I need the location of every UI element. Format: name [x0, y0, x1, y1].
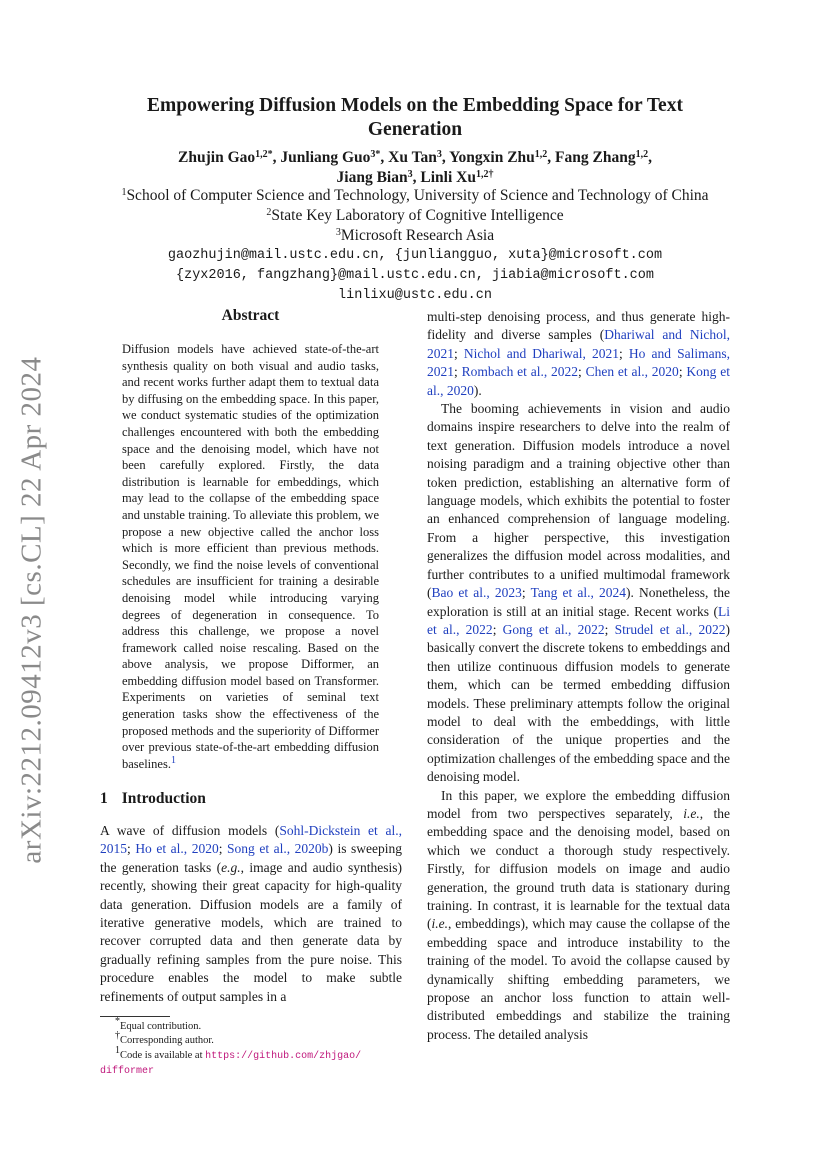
arxiv-stamp-text: arXiv:2212.09412v3 [cs.CL] 22 Apr 2024	[15, 356, 48, 864]
text-run: , image and audio synthesis) recently, showing their great capacity for high-quality data generation. Diffusion models are a family of iterative generative models, which are trained to recover corrupted data and then generate data by gradually refining samples from the pure noise. This procedure enables the model to make subtle refinements of output samples in a	[100, 859, 402, 1004]
affiliation-list	[100, 186, 730, 246]
author-sup: 1,2†	[475, 169, 494, 180]
citation-link[interactable]: Nichol and Dhariwal, 2021	[463, 345, 620, 361]
footnote	[100, 1016, 402, 1034]
affiliation-text: State Key Laboratory of Cognitive Intelligence	[271, 207, 564, 224]
text-run: ) is sweeping the generation tasks (	[100, 841, 402, 875]
text-run: ).	[473, 382, 482, 398]
intro-right-column	[427, 308, 730, 1044]
author: Jiang Bian	[336, 169, 408, 186]
footnote-text: Code is available at	[120, 1049, 206, 1061]
author-list: Zhujin Gao$^{1,2*}$, Junliang Guo$^{3*}$, Xu Tan$^3$, Yongxin Zhu$^{1,2}$, Fang Zhang$^{1,2}$, Jiang Bian$^3$, Linli $Xu^{1,2\dagger}$	[178, 149, 652, 186]
abstract-body	[122, 341, 379, 772]
section-heading	[100, 790, 206, 808]
citation-link[interactable]: Ho and Salimans, 2021	[427, 345, 730, 380]
author-sup: 3	[436, 149, 442, 160]
italic-run: e.g.	[221, 859, 241, 875]
email-list	[100, 246, 730, 306]
citation-link[interactable]: Rombach et al., 2022	[461, 364, 579, 380]
citation-link[interactable]: Dhariwal and Nichol, 2021	[427, 327, 730, 361]
text-run: multi-step denoising process, and thus generate high-fidelity and diverse samples (	[427, 309, 730, 343]
text-run: ;	[678, 364, 687, 380]
citation-link[interactable]: Strudel et al., 2022	[614, 621, 726, 637]
paragraph	[427, 400, 730, 787]
paper-title: Empowering Diffusion Models on the Embedding Space for Text Generation	[147, 95, 683, 140]
author-sup: 1,2*	[255, 149, 273, 160]
text-run: In this paper, we explore the embedding diffusion model from two perspectives separately,	[427, 787, 730, 821]
citation-link[interactable]: Li et al., 2022	[427, 603, 730, 637]
code-url-link[interactable]: difformer	[100, 1066, 155, 1078]
text-run: ;	[454, 345, 464, 361]
author: Fang Zhang	[555, 149, 636, 166]
affiliation-sup: 2	[266, 207, 272, 218]
footnotes	[100, 1016, 402, 1080]
citation-link[interactable]: Sohl-Dickstein et al., 2015	[100, 823, 402, 857]
footnote	[100, 1044, 402, 1064]
footnote-ref[interactable]: 1	[170, 754, 176, 766]
author: Xu Tan	[388, 149, 437, 166]
footnote-text: Corresponding author.	[120, 1035, 214, 1047]
text-run: ). Nonetheless, the exploration is still at an initial stage. Recent works (	[427, 585, 731, 619]
email-line: gaozhujin@mail.ustc.edu.cn, {junliangguo, xuta}@microsoft.com	[167, 248, 663, 263]
text-run: , embeddings), which may cause the collapse of the embedding space and introduce instability to the training of the model. To avoid the collapse caused by dynamically shifting embedding parameters, we propose an anchor loss function to attain well-distributed embeddings and stabilize the training process. The detailed analysis	[427, 916, 730, 1042]
text-run: , the embedding space and the denoising model, based on which we conduct a thorough study respectively. Firstly, for diffusion models on image and audio generation, the ground truth data is stationary during training. In contrast, it is learnable for the textual data (	[427, 805, 730, 932]
email-line: linlixu@ustc.edu.cn	[338, 288, 492, 303]
paragraph	[427, 308, 730, 400]
text-run: ;	[619, 345, 629, 361]
affiliation-sup: 1	[121, 187, 127, 198]
affiliation-text: School of Computer Science and Technology, University of Science and Technology of China	[126, 187, 709, 204]
author-sup: 3	[407, 169, 413, 180]
citation-link[interactable]: Tang et al., 2024	[530, 585, 627, 601]
author: Linli Xu	[420, 169, 476, 186]
italic-run: i.e.	[683, 805, 700, 821]
text-run: ;	[454, 364, 462, 380]
text-run: ;	[521, 585, 531, 601]
footnote	[100, 1030, 402, 1048]
footnote-continuation	[100, 1064, 402, 1079]
footnote-divider	[100, 1016, 170, 1017]
section-title: Introduction	[121, 790, 206, 807]
text-run: ;	[578, 364, 586, 380]
author-sup: 1,2	[534, 149, 548, 160]
affiliation-sup: 3	[335, 227, 341, 238]
affiliation	[100, 186, 730, 206]
paragraph	[427, 787, 730, 1045]
citation-link[interactable]: Kong et al., 2020	[427, 364, 730, 398]
citation-link[interactable]: Ho et al., 2020	[135, 841, 219, 857]
citation-link[interactable]: Gong et al., 2022	[502, 621, 605, 637]
text-run: ;	[218, 841, 228, 857]
author: Junliang Guo	[280, 149, 371, 166]
italic-run: i.e.	[431, 916, 448, 932]
citation-link[interactable]: Chen et al., 2020	[585, 364, 679, 380]
code-url-link[interactable]: https://github.com/zhjgao/	[205, 1050, 362, 1062]
abstract-heading: Abstract	[221, 307, 280, 324]
citation-link[interactable]: Song et al., 2020b	[227, 841, 329, 857]
author-sup: 1,2	[635, 149, 649, 160]
text-run: ;	[127, 841, 136, 857]
author-sup: 3*	[370, 149, 381, 160]
author: Zhujin Gao	[178, 149, 256, 166]
citation-link[interactable]: Bao et al., 2023	[431, 585, 522, 601]
text-run: ;	[492, 621, 503, 637]
text-run: ) basically convert the discrete tokens to embeddings and then utilize continuous diffusion models to generate them, which can be termed embedding diffusion models. These preliminary attempts follow the original model to deal with the embeddings, with little consideration of the unique properties and the optimization challenges of the embedding space and the denoising model.	[427, 621, 730, 785]
text-run: ;	[604, 621, 615, 637]
section-number: 1	[100, 790, 108, 807]
footnote-text: Equal contribution.	[120, 1021, 202, 1032]
affiliation	[100, 226, 730, 246]
arxiv-stamp	[8, 356, 56, 864]
affiliation-text: Microsoft Research Asia	[340, 227, 495, 244]
abstract-text: Diffusion models have achieved state-of-the-art synthesis quality on both visual and audio tasks, and recent works further adapt them to textual data by diffusing on the embedding space. In this paper, we conduct systematic studies of the optimization challenges encountered with both the embedding space and the denoising model, which have not been carefully explored. Firstly, the data distribution is learnable for embeddings, which may lead to the collapse of the embedding space and unstable training. To alleviate this problem, we propose a new objective called the anchor loss which is more efficient than previous methods. Secondly, we find the noise levels of conventional schedules are insufficient for training a desirable denoising model while introducing varying degrees of degeneration in consequence. To address this challenge, we propose a novel framework called noise rescaling. Based on the above analysis, we propose Difformer, an embedding diffusion model based on Transformer. Experiments on varieties of seminal text generation tasks show the effectiveness of the proposed methods and the superiority of Difformer over previous state-of-the-art embedding diffusion baselines.	[122, 342, 379, 771]
text-run: A wave of diffusion models (	[100, 823, 280, 838]
email-line: {zyx2016, fangzhang}@mail.ustc.edu.cn, jiabia@microsoft.com	[176, 268, 654, 283]
footnote-mark: 1	[115, 1044, 120, 1056]
footnote-mark: *	[115, 1016, 120, 1027]
author: Yongxin Zhu	[449, 149, 535, 166]
footnote-mark: †	[115, 1030, 120, 1042]
text-run: The booming achievements in vision and audio domains inspire researchers to delve into the realm of text generation. Diffusion models introduce a novel noising paradigm and a training objective other than token prediction, establishing an alternative form of language models, which exhibits the potential to foster an enhanced comprehension of language modeling. From a higher perspective, this investigation generalizes the diffusion model across modalities, and further contributes to a unified multimodal framework (	[427, 401, 730, 601]
affiliation	[100, 206, 730, 226]
paragraph	[100, 822, 402, 1006]
intro-left-column	[100, 822, 402, 1006]
